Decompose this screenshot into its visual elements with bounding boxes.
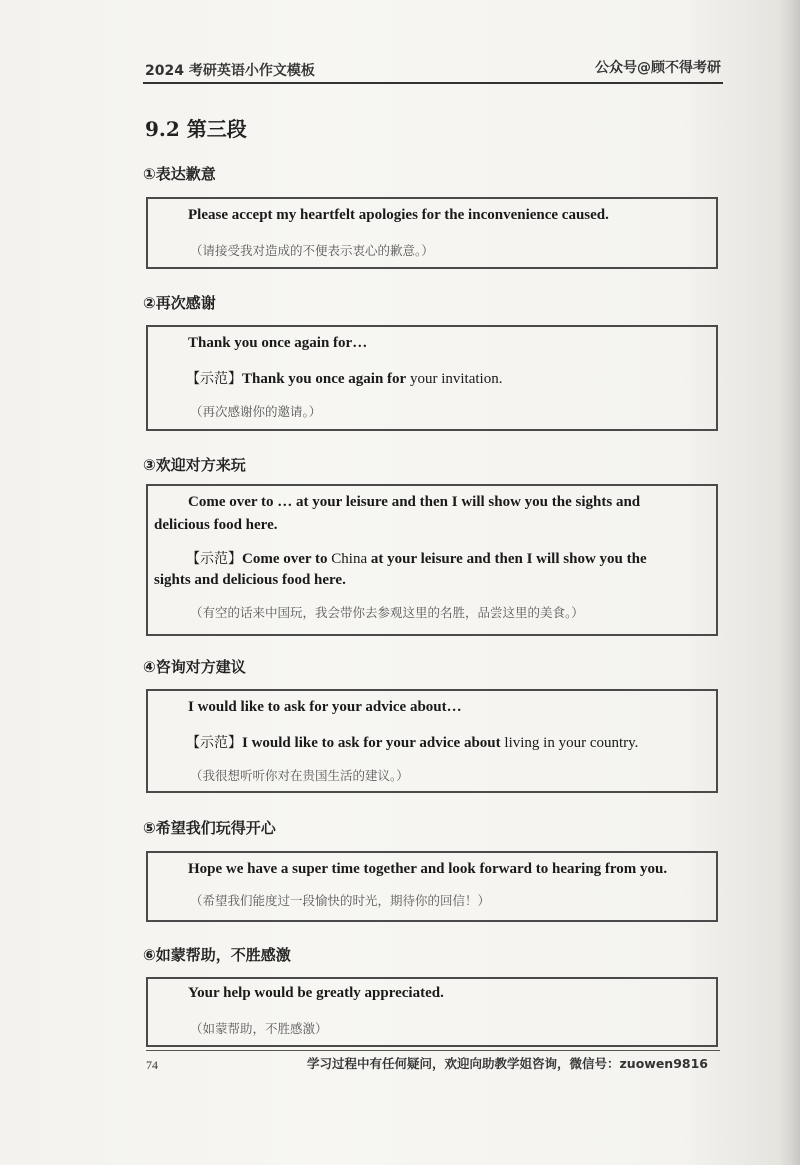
example-tag: 【示范】: [186, 735, 242, 751]
template-sentence: Hope we have a super time together and look forward to hearing from you.: [188, 861, 668, 877]
example-plain: your invitation.: [406, 371, 503, 387]
template-box-welcome: [146, 484, 718, 636]
template-sentence-line1: Come over to … at your leisure and then I will show you the sights and: [188, 494, 641, 510]
template-translation: （希望我们能度过一段愉快的时光，期待你的回信！）: [190, 893, 491, 908]
example-tag: 【示范】: [186, 371, 242, 387]
page-header: [143, 54, 723, 84]
template-box-advice: [146, 689, 718, 793]
item-title-welcome: ③欢迎对方来玩: [143, 456, 246, 474]
template-box-thanks-again: [146, 325, 718, 431]
example-sentence: [186, 732, 638, 752]
template-sentence-line2: delicious food here.: [154, 517, 278, 533]
example-sentence: [186, 368, 502, 388]
footer-contact: 学习过程中有任何疑问，欢迎向助教学姐咨询，微信号：zuowen9816: [307, 1056, 708, 1071]
footer-divider: [146, 1050, 720, 1051]
example-bold: I would like to ask for your advice about: [242, 735, 501, 751]
page-number: 74: [146, 1058, 158, 1072]
example-bold: Thank you once again for: [242, 371, 407, 387]
example-plain: China: [327, 551, 371, 567]
template-translation: （有空的话来中国玩，我会带你去参观这里的名胜，品尝这里的美食。）: [190, 605, 584, 620]
item-title-apology: ①表达歉意: [143, 165, 216, 183]
template-translation: （如蒙帮助，不胜感激）: [190, 1021, 328, 1036]
header-account: 公众号@顾不得考研: [595, 60, 721, 76]
template-sentence: Thank you once again for…: [188, 335, 368, 351]
header-title: 2024 考研英语小作文模板: [145, 63, 315, 79]
page-edge-shadow: [778, 0, 800, 1165]
template-translation: （再次感谢你的邀请。）: [190, 404, 322, 419]
example-sentence-line1: [186, 548, 647, 568]
section-title: 9.2 第三段: [145, 117, 247, 141]
item-title-have-fun: ⑤希望我们玩得开心: [143, 819, 276, 837]
item-title-thanks-again: ②再次感谢: [143, 294, 216, 312]
template-sentence: I would like to ask for your advice about…: [188, 699, 462, 715]
example-plain: living in your country.: [500, 735, 639, 751]
template-box-apology: [146, 197, 718, 269]
example-bold-b: at your leisure and then I will show you the: [370, 551, 647, 567]
template-translation: （我很想听听你对在贵国生活的建议。）: [190, 768, 409, 783]
template-sentence: Please accept my heartfelt apologies for the inconvenience caused.: [188, 207, 609, 223]
template-box-gratitude: [146, 977, 718, 1047]
template-sentence: Your help would be greatly appreciated.: [188, 985, 444, 1001]
item-title-advice: ④咨询对方建议: [143, 658, 246, 676]
example-bold-a: Come over to: [242, 551, 328, 567]
template-box-have-fun: [146, 851, 718, 922]
example-tag: 【示范】: [186, 551, 242, 567]
template-translation: （请接受我对造成的不便表示衷心的歉意。）: [190, 243, 434, 258]
item-title-gratitude: ⑥如蒙帮助，不胜感激: [143, 946, 291, 964]
example-sentence-line2: sights and delicious food here.: [154, 572, 346, 588]
